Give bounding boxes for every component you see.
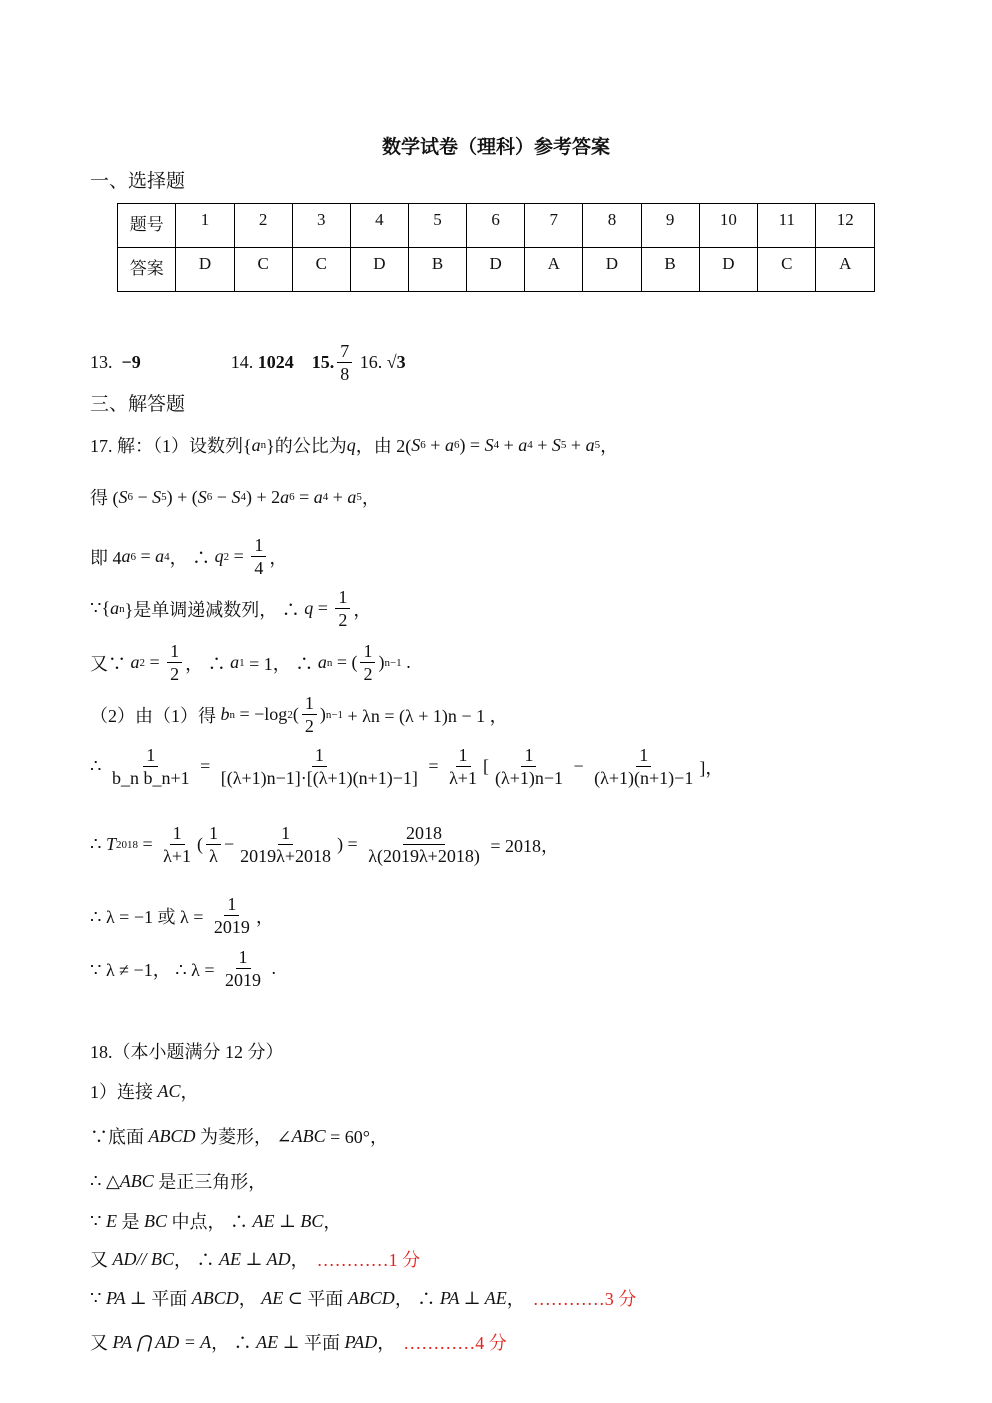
numerator: 1 [302, 692, 317, 715]
text-segment: ， ∴ [211, 1333, 257, 1353]
text-segment: PA ⊥ [105, 1287, 147, 1308]
text-segment: ， ∴ [169, 547, 215, 568]
text-segment: = [229, 546, 249, 566]
text-segment: n−1 [384, 656, 402, 669]
text-segment: AC [157, 1080, 181, 1101]
numerator: 1 [251, 534, 266, 557]
text-line [90, 340, 406, 385]
numerator: 7 [337, 340, 352, 363]
text-line [90, 1285, 636, 1311]
text-segment: = −log [235, 704, 288, 724]
text-segment: ∵{ [90, 598, 111, 618]
answer-cell: C [758, 248, 816, 292]
text-segment: 2 [139, 656, 145, 669]
answer-cell: D [583, 248, 641, 292]
text-segment: 又∵ [90, 653, 131, 674]
text-segment: PA ⋂ AD = A [112, 1331, 212, 1352]
text-segment: 又 [90, 1333, 113, 1353]
text-segment: S [152, 486, 162, 507]
text-segment: a [230, 652, 240, 672]
text-segment: 18.（本小题满分 12 分） [90, 1042, 284, 1062]
denominator: b_n b_n+1 [111, 768, 190, 788]
text-segment: ( [292, 704, 299, 724]
text-segment: ∵底面 [90, 1127, 149, 1147]
denominator: 8 [340, 364, 350, 384]
fraction [206, 822, 221, 867]
text-segment: ABCD [191, 1287, 239, 1308]
text-segment: 16. [355, 352, 387, 372]
text-segment: 4 [493, 439, 500, 451]
text-segment: a [585, 434, 595, 455]
text-segment: a [280, 486, 290, 507]
text-segment: 5 [161, 491, 167, 503]
text-segment: 中点， ∴ [166, 1212, 253, 1232]
fraction [492, 744, 566, 789]
fraction [160, 822, 194, 867]
denominator: λ+1 [449, 768, 477, 788]
text-segment: 2 [287, 708, 293, 721]
text-segment: 4 [240, 491, 246, 503]
text-segment: S [118, 486, 128, 507]
text-segment: 14. [140, 352, 258, 372]
table-row-numbers [118, 204, 875, 248]
number-cell: 5 [408, 204, 466, 248]
text-segment: = [195, 756, 215, 776]
numerator: 1 [278, 822, 293, 845]
text-segment: a [518, 434, 528, 455]
numerator: 1 [456, 744, 471, 767]
text-segment: ) [378, 652, 385, 672]
text-segment: 又 [90, 1250, 113, 1270]
numerator: 1 [143, 744, 158, 767]
text-segment [294, 352, 312, 373]
fraction [218, 744, 421, 789]
denominator: 2 [363, 664, 373, 684]
text-segment: 1 [239, 656, 245, 669]
denominator: [(λ+1)n−1]·[(λ+1)(n+1)−1] [220, 768, 418, 788]
text-segment: n [326, 656, 333, 669]
text-segment: 2 [223, 550, 230, 563]
number-cell: 12 [816, 204, 875, 248]
text-segment: 平面 [299, 1333, 345, 1353]
text-segment: T [105, 834, 116, 854]
text-line [90, 692, 508, 737]
denominator: 2019 [225, 970, 262, 990]
text-segment: [ [482, 756, 489, 776]
text-segment: ∴ [90, 756, 106, 776]
text-line [90, 822, 559, 867]
text-line [90, 1038, 284, 1064]
text-segment: a [313, 486, 323, 507]
answer-cell: C [234, 248, 292, 292]
score-mark: …………3 分 [532, 1289, 637, 1309]
text-segment: + [425, 434, 445, 455]
numerator: 1 [335, 586, 350, 609]
text-segment: = [313, 598, 333, 618]
text-segment: = 1， ∴ [244, 653, 318, 674]
numerator: 1 [636, 744, 651, 767]
text-segment: 13. [90, 352, 122, 372]
denominator: λ [209, 846, 218, 866]
answer-cell: D [350, 248, 408, 292]
text-segment: = 2018， [485, 835, 559, 856]
answer-cell: A [816, 248, 875, 292]
text-segment: ， [600, 436, 619, 456]
text-segment: = [145, 652, 165, 672]
text-segment: − [133, 486, 153, 507]
text-segment: ∵ [90, 1287, 106, 1308]
text-segment: + [328, 486, 348, 507]
text-segment: q [304, 598, 314, 618]
text-line [90, 1208, 341, 1234]
denominator: 2019λ+2018 [240, 846, 332, 866]
text-segment: }是单调递减数列， ∴ [124, 599, 305, 620]
text-segment: n [229, 708, 235, 721]
text-segment: ABCD [347, 1287, 395, 1308]
text-segment: 平面 [146, 1289, 192, 1309]
fraction [167, 640, 182, 685]
text-segment: 6 [420, 439, 426, 451]
text-segment: + [499, 434, 519, 455]
text-segment: S [484, 434, 494, 455]
numerator: 1 [521, 744, 536, 767]
fraction [360, 640, 375, 685]
text-segment: AD// BC [112, 1248, 174, 1269]
text-segment: AE ⊥ AD [219, 1248, 291, 1269]
text-segment: S [231, 486, 241, 507]
text-segment: AE ⊥ [256, 1331, 300, 1352]
text-segment: ( [197, 834, 204, 854]
text-segment: ABC [291, 1125, 326, 1146]
text-line [90, 1078, 199, 1104]
answer-cell: A [525, 248, 583, 292]
number-cell: 8 [583, 204, 641, 248]
denominator: 2019 [213, 917, 250, 937]
denominator: (λ+1)n−1 [494, 768, 563, 788]
number-cell: 2 [234, 204, 292, 248]
score-mark: …………1 分 [316, 1250, 421, 1270]
text-segment: ， ∴ [185, 653, 231, 674]
text-segment: ∴ [90, 834, 106, 854]
text-segment: + λn = (λ + 1)n − 1 ， [343, 705, 508, 726]
text-segment: = ( [332, 652, 358, 672]
number-cell: 1 [176, 204, 234, 248]
text-segment: S [551, 434, 561, 455]
text-segment: ， [290, 1250, 309, 1270]
section-heading-choice: 一、选择题 [90, 170, 186, 192]
text-segment: −9 [121, 352, 141, 372]
numerator: 1 [170, 822, 185, 845]
text-segment: = [136, 546, 156, 566]
denominator: 2 [304, 716, 314, 736]
numerator: 1 [236, 946, 251, 969]
fraction [591, 744, 696, 789]
text-line [90, 432, 618, 458]
answer-cell: B [408, 248, 466, 292]
denominator: λ+1 [163, 846, 192, 866]
fraction [446, 744, 480, 789]
answer-cell: D [467, 248, 525, 292]
text-segment: ， [361, 488, 380, 508]
text-segment: ， [255, 906, 274, 927]
number-cell: 11 [758, 204, 816, 248]
text-segment: √3 [386, 352, 406, 372]
denominator: λ(2019λ+2018) [368, 846, 480, 866]
text-segment: 得 ( [90, 488, 119, 508]
text-segment: 为菱形， ∠ [195, 1127, 292, 1147]
text-segment: S [197, 486, 207, 507]
denominator: 2 [338, 610, 348, 630]
section-heading-solutions: 三、解答题 [90, 393, 186, 415]
table-row-answers [118, 248, 875, 292]
text-segment: 5 [594, 439, 601, 451]
text-segment: ， [269, 547, 288, 568]
text-segment: AE ⊂ [261, 1287, 303, 1308]
text-segment: 是正三角形， [153, 1172, 267, 1192]
text-segment: a [110, 598, 120, 618]
text-segment: ]， [699, 757, 724, 778]
text-segment: ) [319, 704, 326, 724]
text-segment: ABC [119, 1170, 154, 1191]
answer-table [117, 203, 875, 292]
text-segment: ， ∴ [174, 1250, 219, 1270]
text-segment: 15. [311, 352, 335, 372]
fraction [211, 893, 253, 938]
text-segment: a [251, 434, 261, 455]
text-segment: 6 [453, 439, 460, 451]
text-segment: + [566, 434, 586, 455]
text-segment: ， ∴ [394, 1289, 440, 1309]
text-segment: 6 [289, 491, 295, 503]
text-segment: n−1 [325, 708, 344, 721]
number-cell: 9 [641, 204, 699, 248]
text-segment: ， [353, 599, 372, 620]
text-segment: a [130, 652, 140, 672]
text-line [90, 1246, 420, 1272]
text-line [90, 640, 411, 685]
text-segment: − [569, 756, 589, 776]
page-title: 数学试卷（理科）参考答案 [381, 136, 610, 158]
text-segment: q [346, 434, 356, 455]
text-segment: ) + 2 [245, 486, 281, 507]
text-segment: a [347, 486, 357, 507]
text-line [90, 1329, 507, 1355]
text-segment: ) + ( [166, 486, 198, 507]
number-cell: 6 [467, 204, 525, 248]
text-line [90, 1168, 266, 1194]
text-segment: ∴ λ = −1 或 λ = [90, 906, 208, 927]
answer-cell: B [641, 248, 699, 292]
number-cell: 10 [699, 204, 757, 248]
text-segment: n [260, 439, 267, 451]
header-label: 题号 [118, 204, 176, 248]
text-segment: = [137, 834, 158, 854]
fraction [222, 946, 264, 991]
text-line [90, 744, 723, 789]
text-segment: = 60°， [325, 1127, 388, 1147]
numerator: 2018 [403, 822, 445, 845]
text-segment: ) = [459, 434, 485, 455]
number-cell: 4 [350, 204, 408, 248]
text-segment: 4 [164, 550, 170, 563]
text-line [90, 946, 276, 991]
text-line [90, 534, 287, 579]
text-segment: + [532, 434, 552, 455]
text-segment: ， [506, 1289, 525, 1309]
fraction [335, 586, 350, 631]
numerator: 1 [224, 893, 239, 916]
text-segment: 6 [206, 491, 213, 503]
text-segment: a [317, 652, 327, 672]
answer-label: 答案 [118, 248, 176, 292]
fraction [109, 744, 193, 789]
text-segment: − [212, 486, 232, 507]
fraction [237, 822, 334, 867]
text-line [90, 484, 380, 510]
text-segment: 1024 [257, 352, 294, 372]
text-segment: q [214, 546, 224, 566]
text-segment: 4 [527, 439, 533, 451]
text-segment: ) = [337, 834, 363, 854]
text-segment: = [423, 756, 444, 776]
number-cell: 7 [525, 204, 583, 248]
text-line [90, 893, 274, 938]
fraction [337, 340, 352, 385]
numerator: 1 [206, 822, 221, 845]
text-line [90, 586, 371, 631]
text-segment: 即 4 [90, 547, 122, 568]
text-segment: ， [377, 1333, 396, 1353]
text-segment: E [105, 1210, 117, 1231]
text-segment: 4 [322, 491, 329, 503]
text-segment: a [444, 434, 454, 455]
text-segment: ， [238, 1289, 262, 1309]
text-segment: ， [180, 1082, 199, 1102]
text-line [90, 1123, 388, 1149]
text-segment: 平面 [302, 1289, 348, 1309]
text-segment: b [220, 704, 230, 724]
text-segment: 是 [116, 1212, 144, 1232]
text-segment: = [294, 486, 314, 507]
answer-cell: D [699, 248, 757, 292]
numerator: 1 [167, 640, 182, 663]
text-segment: ∵ λ ≠ −1， ∴ λ = [90, 959, 220, 980]
denominator: 2 [170, 664, 180, 684]
answer-cell: D [176, 248, 234, 292]
fraction [365, 822, 483, 867]
fraction [302, 692, 317, 737]
text-segment: 6 [130, 550, 136, 563]
fraction [251, 534, 266, 579]
text-segment: ，由 2( [355, 436, 412, 456]
text-segment: AE ⊥ BC [252, 1210, 324, 1231]
text-segment: 5 [356, 491, 362, 503]
text-segment: }的公比为 [266, 436, 347, 456]
answer-cell: C [292, 248, 350, 292]
denominator: (λ+1)(n+1)−1 [594, 768, 694, 788]
text-segment: 5 [560, 439, 567, 451]
text-segment: ∵ [90, 1210, 106, 1231]
text-segment: 6 [127, 491, 133, 503]
text-segment: （2）由（1）得 [90, 705, 221, 726]
text-segment: PA ⊥ AE [439, 1287, 507, 1308]
text-segment: n [119, 602, 125, 615]
text-segment: S [411, 434, 421, 455]
text-segment: − [224, 834, 235, 854]
numerator: 1 [360, 640, 375, 663]
text-segment: ABCD [148, 1125, 196, 1146]
text-segment: BC [143, 1210, 167, 1231]
text-segment: 1）连接 [90, 1082, 158, 1102]
text-segment: PAD [344, 1331, 378, 1352]
numerator: 1 [312, 744, 327, 767]
text-segment: a [155, 546, 165, 566]
text-segment: ∴ △ [90, 1170, 120, 1191]
text-segment: 2018 [115, 838, 138, 851]
text-segment: . [267, 958, 277, 978]
score-mark: …………4 分 [403, 1333, 507, 1353]
text-segment: ， [323, 1212, 342, 1232]
number-cell: 3 [292, 204, 350, 248]
text-segment: a [121, 546, 131, 566]
denominator: 4 [254, 558, 264, 578]
text-segment: 17. 解：（1）设数列{ [90, 436, 252, 456]
text-segment: . [401, 652, 411, 672]
